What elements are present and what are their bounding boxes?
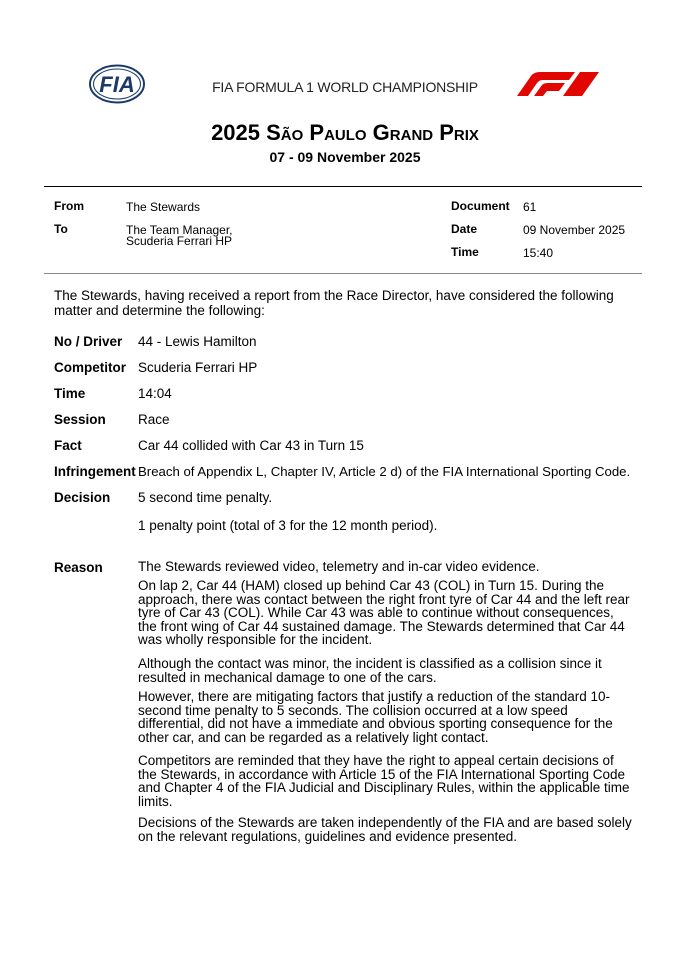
fact-label: Fact — [54, 438, 82, 453]
session-label: Session — [54, 412, 106, 427]
footer-note: Decisions of the Stewards are taken independently of the FIA and are based solely on the relevant regulations, guidelines and evidence presented. — [138, 815, 632, 844]
competitor-value: Scuderia Ferrari HP — [138, 360, 258, 375]
intro-text: The Stewards, having received a report from the Race Director, have considered the following matter and determine the following: — [54, 288, 614, 318]
event-dates: 07 - 09 November 2025 — [269, 149, 421, 165]
infringement-value: Breach of Appendix L, Chapter IV, Article 2 d) of the FIA International Sporting Code. — [138, 464, 631, 479]
page-title: 2025 São Paulo Grand Prix — [211, 120, 479, 145]
reason-label: Reason — [54, 560, 103, 575]
decision-value: 5 second time penalty. — [138, 490, 273, 505]
document-label: Document — [451, 199, 510, 213]
reason-paragraph: However, there are mitigating factors that justify a reduction of the standard 10-second time penalty to 5 seconds. The collision occurred at a low speed differential, did not have a immediate and obvious sporting consequence for the other car, and can be regarded as a relatively light contact. — [138, 689, 613, 745]
infringement-label: Infringement — [54, 464, 136, 479]
reason-paragraph: Competitors are reminded that they have the right to appeal certain decisions of the Stewards, in accordance with Article 15 of the FIA International Sporting Code and Chapter 4 of the FIA Judicial and Disciplinary Rules, within the applicable time limits. — [138, 753, 630, 809]
decision-value-2: 1 penalty point (total of 3 for the 12 month period). — [138, 518, 438, 533]
reason-paragraph: Although the contact was minor, the incident is classified as a collision since it resulted in mechanical damage to one of the cars. — [138, 656, 602, 685]
decision-label: Decision — [54, 490, 111, 505]
session-value: Race — [138, 412, 170, 427]
time-label: Time — [451, 245, 479, 259]
f1-logo-icon — [517, 72, 599, 96]
time-field-value: 14:04 — [138, 386, 172, 401]
to-value-line2: Scuderia Ferrari HP — [126, 234, 233, 248]
date-value: 09 November 2025 — [523, 223, 626, 237]
time-field-label: Time — [54, 386, 86, 401]
meta-divider — [44, 273, 642, 274]
to-label: To — [54, 222, 68, 236]
reason-paragraph: On lap 2, Car 44 (HAM) closed up behind Car 43 (COL) in Turn 15. During the approach, there was contact between the right front tyre of Car 44 and the left rear tyre of Car 43 (COL). While Car 43 was able to continue without consequences, the front wing of Car 44 sustained damage. The Stewards determined that Car 44 was wholly responsible for the incident. — [138, 578, 630, 647]
date-label: Date — [451, 222, 478, 236]
driver-value: 44 - Lewis Hamilton — [138, 334, 257, 349]
header-divider — [44, 186, 642, 187]
driver-label: No / Driver — [54, 334, 123, 349]
from-label: From — [54, 199, 84, 213]
document-value: 61 — [523, 200, 537, 214]
time-value: 15:40 — [523, 246, 554, 260]
competitor-label: Competitor — [54, 360, 126, 375]
fia-logo-text: FIA — [99, 72, 135, 97]
to-value-line1: The Team Manager, — [126, 223, 233, 237]
fact-value: Car 44 collided with Car 43 in Turn 15 — [138, 438, 364, 453]
reason-paragraph: The Stewards reviewed video, telemetry and in-car video evidence. — [138, 559, 540, 574]
championship-name: FIA FORMULA 1 WORLD CHAMPIONSHIP — [212, 79, 478, 95]
from-value: The Stewards — [126, 200, 201, 214]
